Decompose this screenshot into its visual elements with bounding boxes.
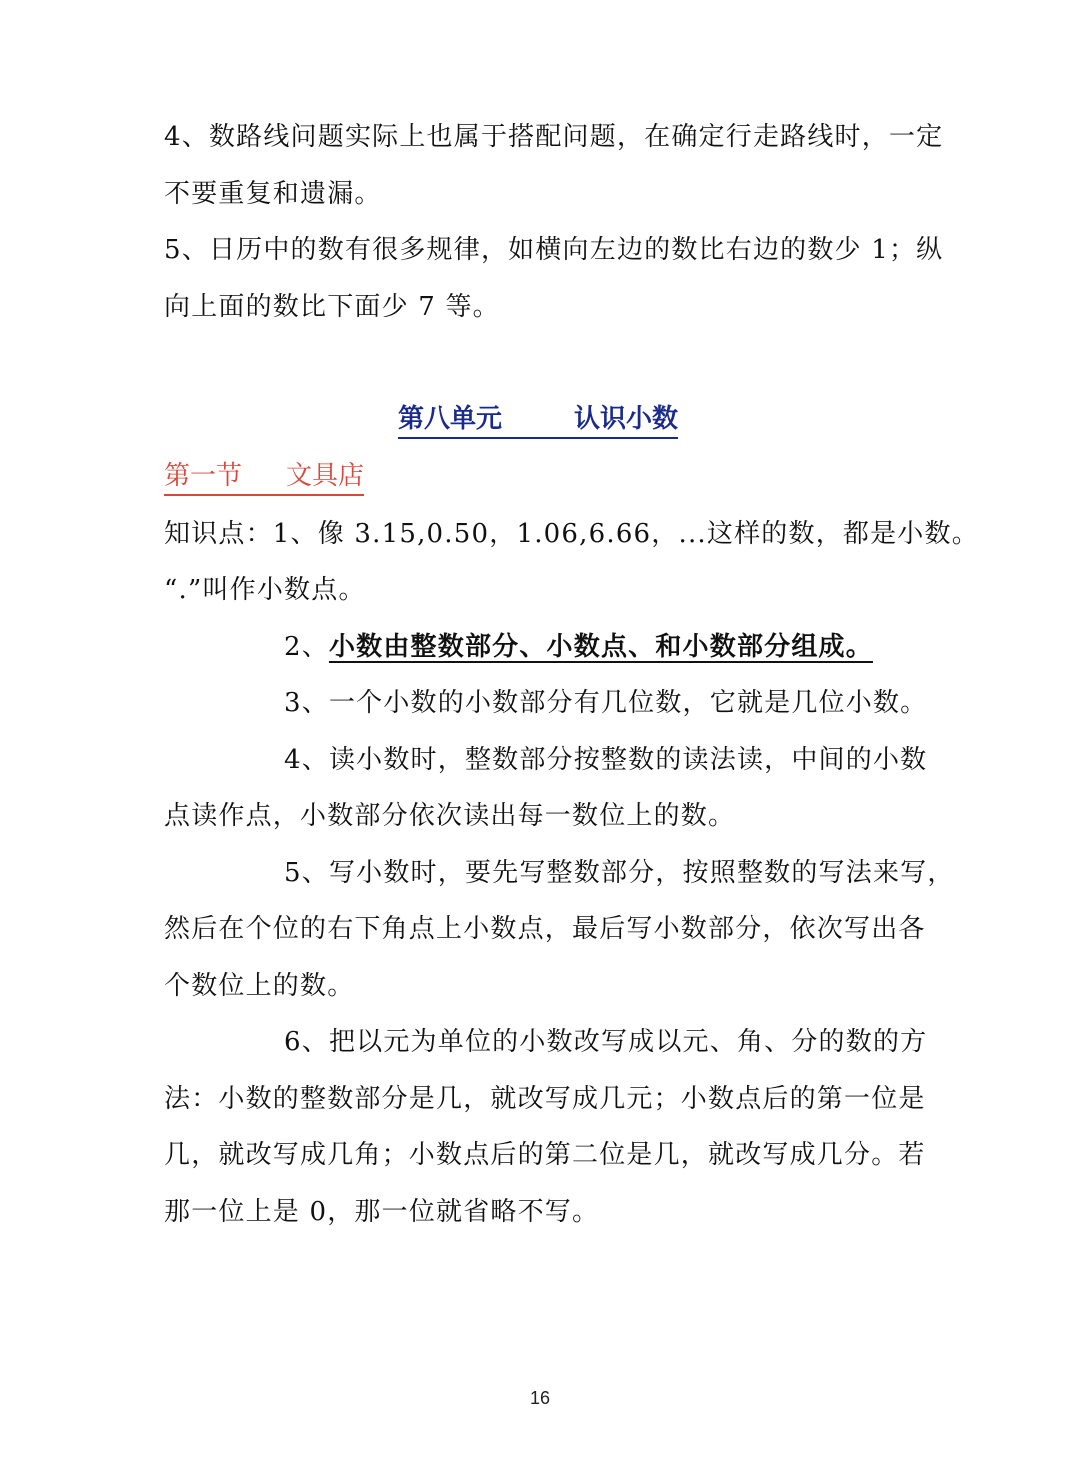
knowledge-5-line-2: 然后在个位的右下角点上小数点，最后写小数部分，依次写出各 [164, 914, 926, 944]
knowledge-2-prefix: 2、 [284, 632, 329, 662]
knowledge-1-line-2: “.”叫作小数点。 [164, 575, 366, 605]
item-4-line-1: 4、数路线问题实际上也属于搭配问题，在确定行走路线时，一定 [164, 122, 944, 152]
knowledge-3: 3、一个小数的小数部分有几位数，它就是几位小数。 [284, 688, 928, 718]
unit-title [398, 401, 678, 439]
knowledge-5-line-1: 5、写小数时，要先写整数部分，按照整数的写法来写， [284, 858, 955, 888]
knowledge-2-emphasis: 小数由整数部分、小数点、和小数部分组成。 [328, 632, 873, 662]
section-name: 第一节 [164, 461, 243, 491]
section-title [164, 458, 364, 496]
knowledge-1-line-1: 知识点：1、像 3.15,0.50，1.06,6.66，...这样的数，都是小数。 [164, 519, 979, 549]
unit-name: 第八单元 [398, 404, 503, 434]
knowledge-5-line-3: 个数位上的数。 [164, 971, 355, 1001]
knowledge-6-line-3: 几，就改写成几角；小数点后的第二位是几，就改写成几分。若 [164, 1140, 926, 1170]
knowledge-6-line-1: 6、把以元为单位的小数改写成以元、角、分的数的方 [284, 1027, 928, 1057]
item-5-line-2: 向上面的数比下面少 7 等。 [164, 292, 500, 322]
knowledge-6-line-4: 那一位上是 0，那一位就省略不写。 [164, 1197, 600, 1227]
item-4-line-2: 不要重复和遗漏。 [164, 179, 382, 209]
knowledge-4-line-1: 4、读小数时，整数部分按整数的读法读，中间的小数 [284, 745, 928, 775]
knowledge-2 [284, 630, 873, 664]
section-topic: 文具店 [286, 461, 365, 491]
unit-topic: 认识小数 [574, 404, 679, 434]
page-number: 16 [529, 1388, 551, 1408]
knowledge-6-line-2: 法：小数的整数部分是几，就改写成几元；小数点后的第一位是 [164, 1084, 926, 1114]
knowledge-4-line-2: 点读作点，小数部分依次读出每一数位上的数。 [164, 801, 736, 831]
item-5-line-1: 5、日历中的数有很多规律，如横向左边的数比右边的数少 1；纵 [164, 235, 944, 265]
